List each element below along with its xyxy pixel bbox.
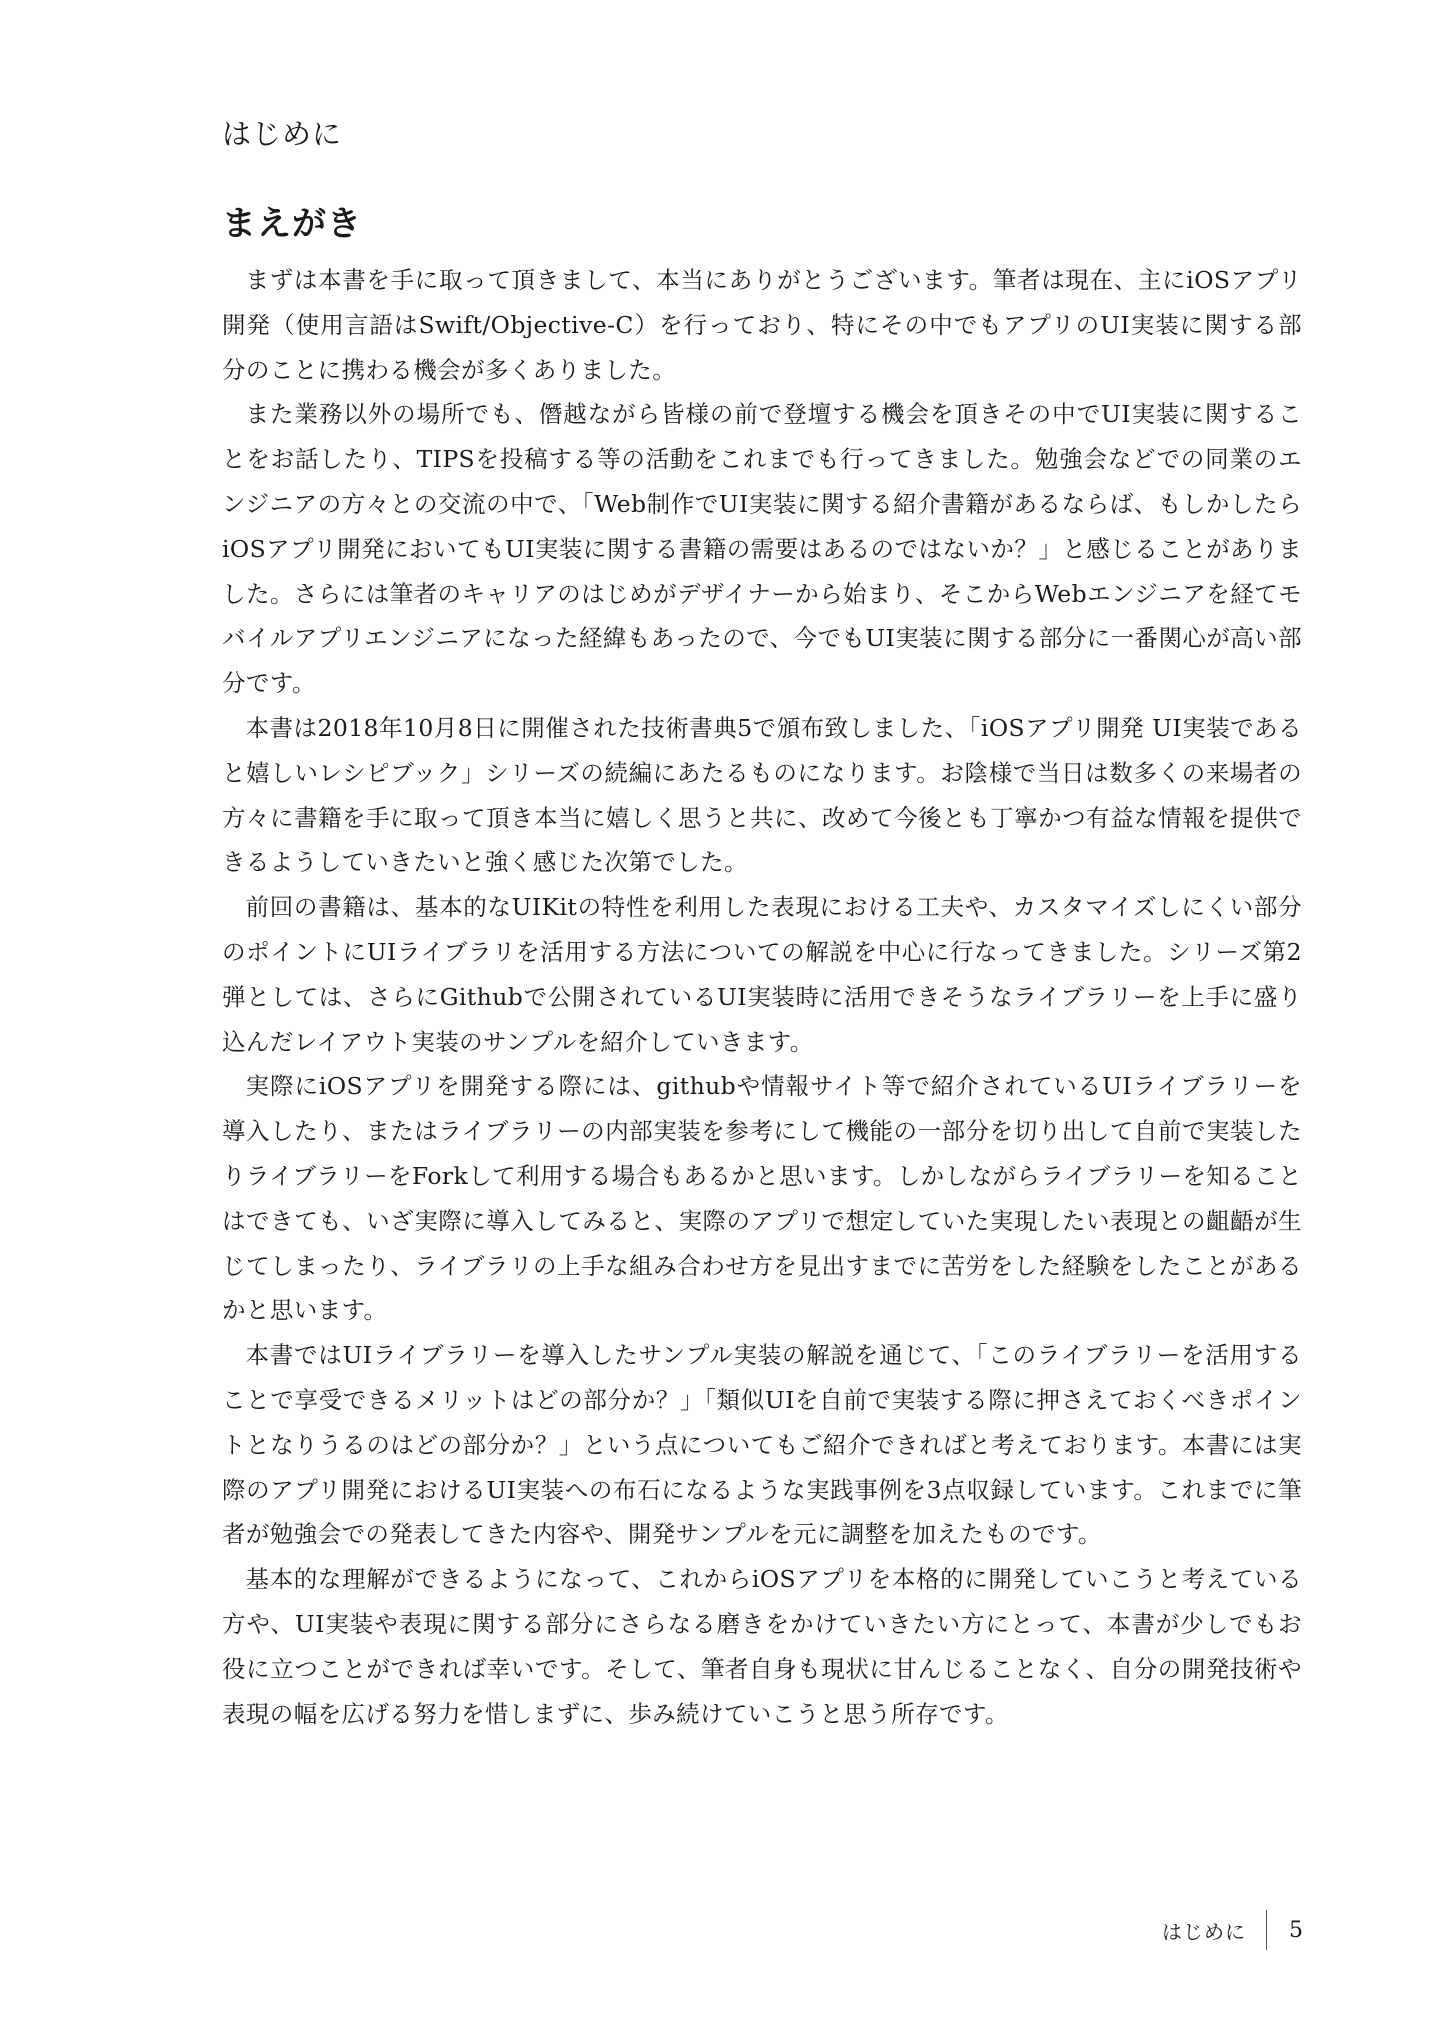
chapter-heading: はじめに [222,117,343,151]
page-number: 5 [1289,1917,1303,1943]
section-title: まえがき [222,204,362,244]
paragraph: 基本的な理解ができるようになって、これからiOSアプリを本格的に開発していこうと考えている方や、UI実装や表現に関する部分にさらなる磨きをかけていきたい方にとって、本書が少しでもお役に立つことができれば幸いです。そして、筆者自身も現状に甘んじることなく、自分の開発技術や表現の幅を広げる努力を惜しまずに、歩み続けていこうと思う所存です。 [222,1565,1302,1728]
running-head: はじめに [1162,1919,1246,1944]
body-text [222,258,1302,1736]
paragraph: 実際にiOSアプリを開発する際には、githubや情報サイト等で紹介されているUIライブラリーを導入したり、またはライブラリーの内部実装を参考にして機能の一部分を切り出して自前で実装したりライブラリーをForkして利用する場合もあるかと思います。しかしながらライブラリーを知ることはできても、いざ実際に導入してみると、実際のアプリで想定していた実現したい表現との齟齬が生じてしまったり、ライブラリの上手な組み合わせ方を見出すまでに苦労をした経験をしたことがあるかと思います。 [222,1072,1302,1325]
paragraph: また業務以外の場所でも、僭越ながら皆様の前で登壇する機会を頂きその中でUI実装に関することをお話したり、TIPSを投稿する等の活動をこれまでも行ってきました。勉強会などでの同業のエンジニアの方々との交流の中で、「Web制作でUI実装に関する紹介書籍があるならば、もしかしたらiOSアプリ開発においてもUI実装に関する書籍の需要はあるのではないか？」と感じることがありました。さらには筆者のキャリアのはじめがデザイナーから始まり、そこからWebエンジニアを経てモバイルアプリエンジニアになった経緯もあったので、今でもUI実装に関する部分に一番関心が高い部分です。 [222,400,1302,698]
paragraph: 本書は2018年10月8日に開催された技術書典5で頒布致しました、「iOSアプリ開発 UI実装であると嬉しいレシピブック」シリーズの続編にあたるものになります。お陰様で当日は数多くの来場者の方々に書籍を手に取って頂き本当に嬉しく思うと共に、改めて今後とも丁寧かつ有益な情報を提供できるようしていきたいと強く感じた次第でした。 [222,713,1302,877]
paragraph: 前回の書籍は、基本的なUIKitの特性を利用した表現における工夫や、カスタマイズしにくい部分のポイントにUIライブラリを活用する方法についての解説を中心に行なってきました。シリーズ第2弾としては、さらにGithubで公開されているUI実装時に活用できそうなライブラリーを上手に盛り込んだレイアウト実装のサンプルを紹介していきます。 [222,893,1302,1056]
paragraph: 本書ではUIライブラリーを導入したサンプル実装の解説を通じて、「このライブラリーを活用することで享受できるメリットはどの部分か？」「類似UIを自前で実装する際に押さえておくべきポイントとなりうるのはどの部分か？」という点についてもご紹介できればと考えております。本書には実際のアプリ開発におけるUI実装への布石になるような実践事例を3点収録しています。これまでに筆者が勉強会での発表してきた内容や、開発サンプルを元に調整を加えたものです。 [222,1341,1302,1549]
page-footer [1162,1908,1303,1952]
footer-divider [1266,1910,1267,1950]
paragraph: まずは本書を手に取って頂きまして、本当にありがとうございます。筆者は現在、主にiOSアプリ開発（使用言語はSwift/Objective-C）を行っており、特にその中でもアプリのUI実装に関する部分のことに携わる機会が多くありました。 [222,266,1302,384]
